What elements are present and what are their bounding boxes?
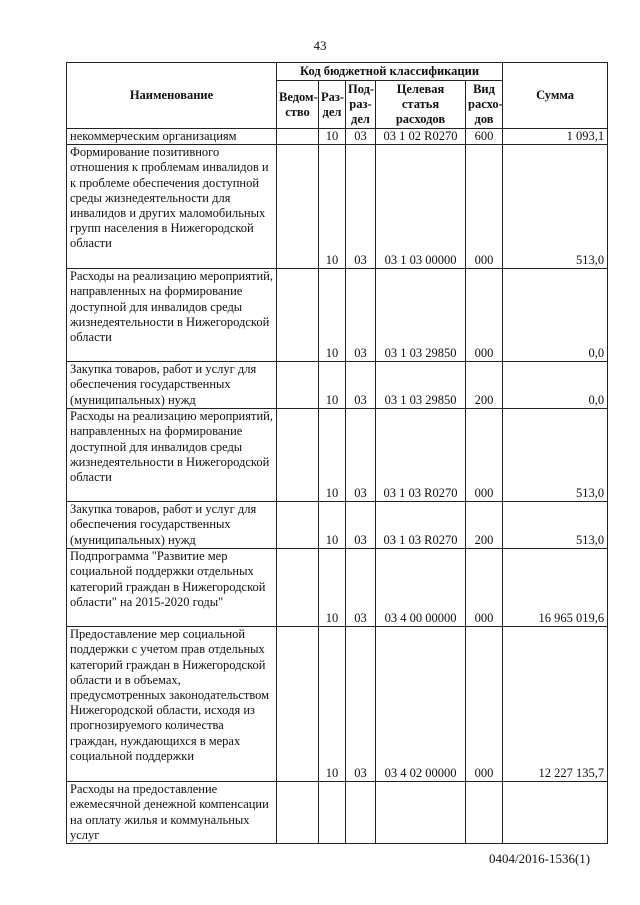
row-vedomstvo (277, 145, 319, 269)
row-celevaya: 03 1 03 29850 (376, 269, 466, 362)
row-vedomstvo (277, 129, 319, 145)
row-celevaya (376, 782, 466, 844)
row-podrazdel (346, 782, 376, 844)
row-vedomstvo (277, 549, 319, 627)
row-name: Формирование позитивного отношения к проблемам инвалидов и к проблеме обеспечения доступной среды жизнедеятельности для инвалидов и других маломобильных групп населения в Нижегородской области (67, 145, 277, 269)
row-sum (503, 782, 608, 844)
row-podrazdel: 03 (346, 362, 376, 409)
row-razdel: 10 (319, 409, 346, 502)
table-row (67, 269, 608, 362)
row-name: Подпрограмма "Развитие мер социальной поддержки отдельных категорий граждан в Нижегородской области" на 2015-2020 годы" (67, 549, 277, 627)
row-celevaya: 03 4 02 00000 (376, 627, 466, 782)
row-celevaya: 03 1 02 R0270 (376, 129, 466, 145)
row-celevaya: 03 1 03 R0270 (376, 502, 466, 549)
row-vedomstvo (277, 782, 319, 844)
row-podrazdel: 03 (346, 549, 376, 627)
row-vid: 200 (466, 362, 503, 409)
row-podrazdel: 03 (346, 409, 376, 502)
row-sum: 1 093,1 (503, 129, 608, 145)
budget-table-wrapper (66, 62, 607, 844)
row-podrazdel: 03 (346, 145, 376, 269)
row-sum: 0,0 (503, 362, 608, 409)
budget-table (66, 62, 608, 844)
table-row (67, 362, 608, 409)
row-vid: 600 (466, 129, 503, 145)
row-celevaya: 03 1 03 29850 (376, 362, 466, 409)
header-celevaya-statya: Целевая статья расходов (376, 81, 466, 129)
table-row (67, 145, 608, 269)
table-row (67, 409, 608, 502)
row-celevaya: 03 4 00 00000 (376, 549, 466, 627)
row-razdel: 10 (319, 627, 346, 782)
row-razdel: 10 (319, 269, 346, 362)
row-razdel: 10 (319, 145, 346, 269)
page-number: 43 (313, 38, 327, 53)
header-vid-raskhodov: Вид расхо-дов (466, 81, 503, 129)
row-vid: 000 (466, 269, 503, 362)
row-vid (466, 782, 503, 844)
row-name: Закупка товаров, работ и услуг для обеспечения государственных (муниципальных) нужд (67, 502, 277, 549)
row-vedomstvo (277, 502, 319, 549)
row-vid: 000 (466, 145, 503, 269)
header-podrazdel: Под-раз-дел (346, 81, 376, 129)
row-razdel: 10 (319, 129, 346, 145)
header-sum: Сумма (503, 63, 608, 129)
row-celevaya: 03 1 03 00000 (376, 145, 466, 269)
row-razdel: 10 (319, 362, 346, 409)
row-name: Расходы на реализацию мероприятий, направленных на формирование доступной для инвалидов среды жизнедеятельности в Нижегородской области (67, 409, 277, 502)
row-razdel: 10 (319, 502, 346, 549)
row-vid: 000 (466, 549, 503, 627)
row-vid: 000 (466, 627, 503, 782)
row-name: Закупка товаров, работ и услуг для обеспечения государственных (муниципальных) нужд (67, 362, 277, 409)
row-celevaya: 03 1 03 R0270 (376, 409, 466, 502)
table-row (67, 549, 608, 627)
header-classification-group: Код бюджетной классификации (277, 63, 503, 81)
row-name: некоммерческим организациям (67, 129, 277, 145)
row-podrazdel: 03 (346, 269, 376, 362)
row-podrazdel: 03 (346, 502, 376, 549)
row-vedomstvo (277, 362, 319, 409)
row-vid: 200 (466, 502, 503, 549)
row-vedomstvo (277, 269, 319, 362)
row-razdel: 10 (319, 549, 346, 627)
row-podrazdel: 03 (346, 129, 376, 145)
row-razdel (319, 782, 346, 844)
table-row (67, 129, 608, 145)
document-code: 0404/2016-1536(1) (489, 851, 591, 866)
header-razdel: Раз-дел (319, 81, 346, 129)
table-row (67, 782, 608, 844)
row-sum: 12 227 135,7 (503, 627, 608, 782)
row-sum: 16 965 019,6 (503, 549, 608, 627)
row-sum: 513,0 (503, 409, 608, 502)
row-podrazdel: 03 (346, 627, 376, 782)
row-sum: 513,0 (503, 145, 608, 269)
header-name: Наименование (67, 63, 277, 129)
row-sum: 513,0 (503, 502, 608, 549)
table-row (67, 502, 608, 549)
row-sum: 0,0 (503, 269, 608, 362)
row-name: Расходы на реализацию мероприятий, направленных на формирование доступной для инвалидов среды жизнедеятельности в Нижегородской области (67, 269, 277, 362)
header-vedomstvo: Ведом-ство (277, 81, 319, 129)
row-vedomstvo (277, 627, 319, 782)
row-vid: 000 (466, 409, 503, 502)
row-name: Предоставление мер социальной поддержки с учетом прав отдельных категорий граждан в Нижегородской области и в объемах, предусмотренных законодательством Нижегородской области, исходя из прогнозируемого количества граждан, нуждающихся в мерах социальной поддержки (67, 627, 277, 782)
table-row (67, 627, 608, 782)
row-vedomstvo (277, 409, 319, 502)
row-name: Расходы на предоставление ежемесячной денежной компенсации на оплату жилья и коммунальных услуг (67, 782, 277, 844)
